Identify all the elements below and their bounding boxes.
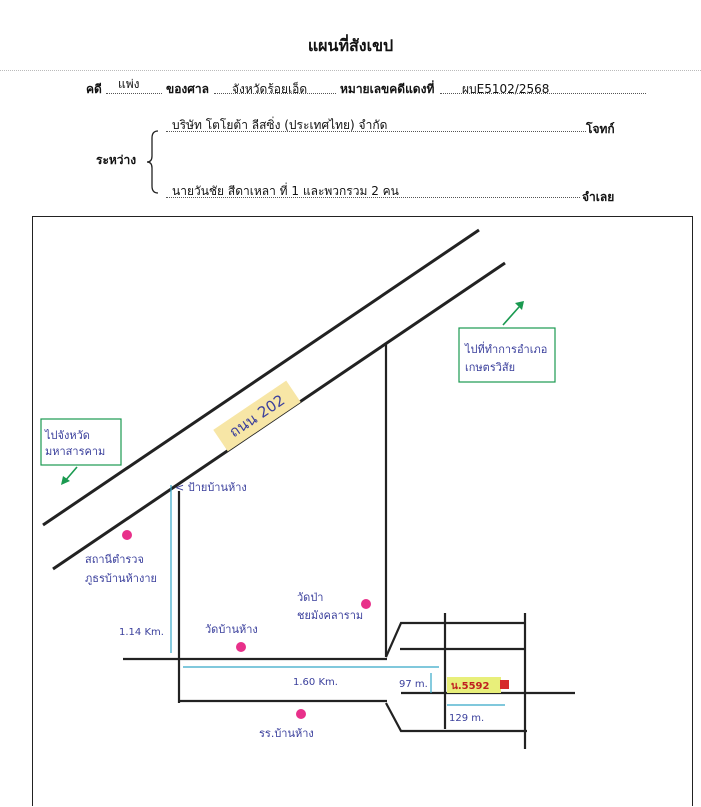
wat-ban-hang-label: วัดบ้านห้าง (205, 623, 258, 636)
direction-district-line1: ไปที่ทำการอำเภอ (465, 343, 548, 356)
distance-horizontal-label: 1.60 Km. (293, 677, 338, 688)
sketch-map (32, 216, 693, 806)
school-label: รร.บ้านห้าง (259, 727, 314, 740)
distance-side-road-label: 97 m. (399, 679, 428, 690)
highway-edge-upper (43, 230, 479, 525)
defendant-line (166, 197, 580, 198)
junction-sign-label: < ป้ายบ้านห้าง (175, 481, 247, 494)
wat-ban-hang-marker (236, 642, 246, 652)
party-brace (146, 130, 160, 194)
plaintiff-role: โจทก์ (586, 122, 615, 136)
between-label: ระหว่าง (96, 153, 137, 167)
plaintiff-line (166, 131, 586, 132)
map-canvas (33, 217, 694, 807)
school-marker (296, 709, 306, 719)
court-line (214, 93, 336, 94)
direction-district-line2: เกษตรวิสัย (465, 361, 516, 374)
case-number-value: ผบE5102/2568 (462, 82, 550, 96)
direction-province-line1: ไปจังหวัด (45, 429, 90, 442)
distance-to-target-label: 129 m. (449, 713, 485, 724)
court-value: จังหวัดร้อยเอ็ด (232, 82, 308, 96)
header-divider (0, 70, 701, 71)
case-number-line (440, 93, 646, 94)
target-label: น.5592 (451, 681, 490, 692)
direction-box-province (41, 419, 121, 465)
case-label: คดี (86, 82, 102, 96)
defendant-name: นายวันชัย สีดาเหลา ที่ 1 และพวกรวม 2 คน (172, 184, 399, 198)
wat-pa-label-1: วัดป่า (297, 591, 324, 604)
direction-province-line2: มหาสารคาม (45, 445, 106, 458)
defendant-role: จำเลย (582, 190, 615, 204)
police-station-marker (122, 530, 132, 540)
police-station-label-1: สถานีตำรวจ (85, 553, 144, 566)
case-type-line (106, 93, 162, 94)
wat-pa-label-2: ชยมังคลาราม (297, 609, 364, 622)
wat-pa-marker (361, 599, 371, 609)
plaintiff-name: บริษัท โตโยต้า ลีสซิ่ง (ประเทศไทย) จำกัด (172, 118, 388, 132)
case-number-label: หมายเลขคดีแดงที่ (340, 82, 435, 96)
police-station-label-2: ภูธรบ้านห้างาย (85, 572, 157, 585)
document-title: แผนที่สังเขป (307, 36, 394, 55)
road-label: ถนน 202 (225, 390, 289, 442)
case-type: แพ่ง (118, 77, 140, 91)
distance-vertical-label: 1.14 Km. (119, 627, 164, 638)
arrow-to-district-icon (515, 301, 524, 310)
target-house-marker (500, 680, 509, 689)
east-block-north (386, 623, 525, 657)
arrow-to-district-line (503, 307, 519, 325)
court-label: ของศาล (166, 82, 209, 96)
